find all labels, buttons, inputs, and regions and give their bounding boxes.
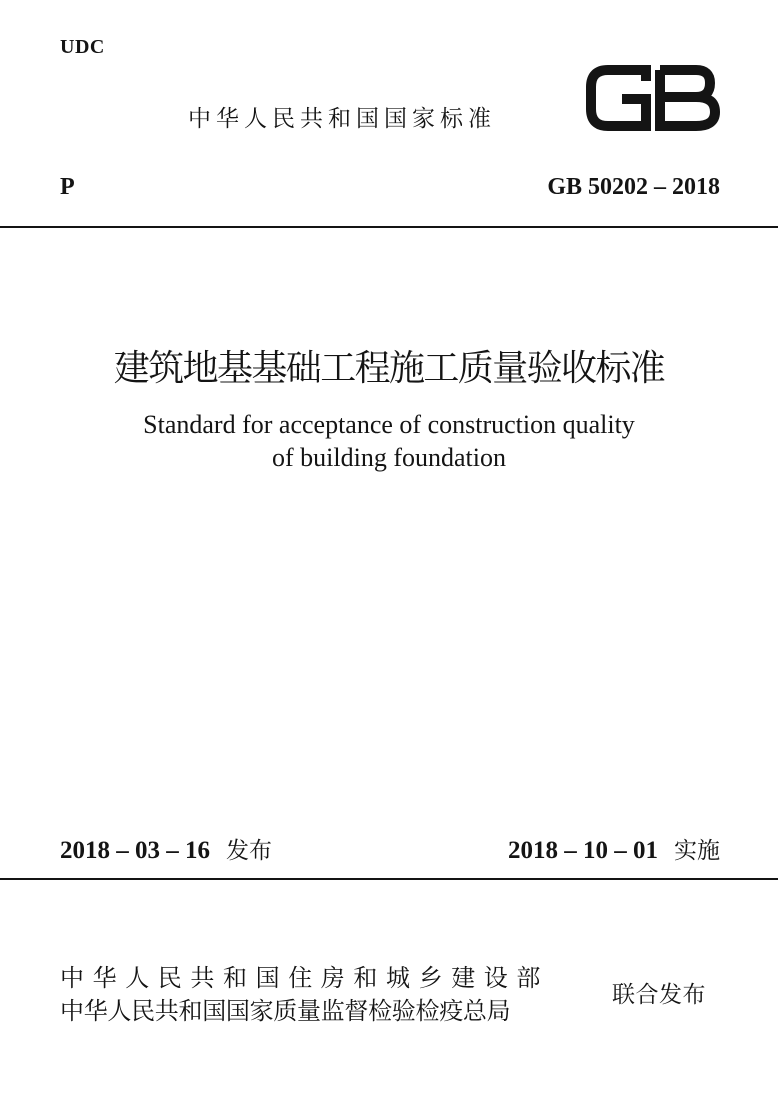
issuer-ministry: 中华人民共和国住房和城乡建设部: [60, 964, 549, 992]
national-standard-heading: 中华人民共和国国家标准: [188, 106, 496, 132]
issue-date-block: [60, 832, 272, 865]
footer-divider: [0, 878, 778, 880]
gb-logo-b: [660, 70, 715, 126]
gb-logo: [584, 62, 722, 134]
implementation-date: 2018 – 10 – 01: [508, 837, 658, 864]
gb-logo-g: [591, 70, 646, 126]
joint-release-label: 联合发布: [612, 982, 706, 1008]
issue-date: 2018 – 03 – 16: [60, 837, 210, 864]
header-divider: [0, 226, 778, 228]
issuer-administration: 中华人民共和国国家质量监督检验检疫总局: [60, 997, 511, 1025]
implementation-label: 实施: [674, 838, 720, 864]
udc-label: UDC: [60, 36, 105, 58]
title-english-line-2: of building foundation: [272, 443, 506, 472]
standard-number: GB 50202 – 2018: [547, 174, 720, 200]
category-code: P: [60, 174, 75, 200]
title-english-line-1: Standard for acceptance of construction quality: [143, 410, 635, 439]
issue-label: 发布: [226, 838, 272, 864]
implementation-date-block: [508, 832, 720, 865]
title-chinese: 建筑地基基础工程施工质量验收标准: [113, 348, 665, 389]
